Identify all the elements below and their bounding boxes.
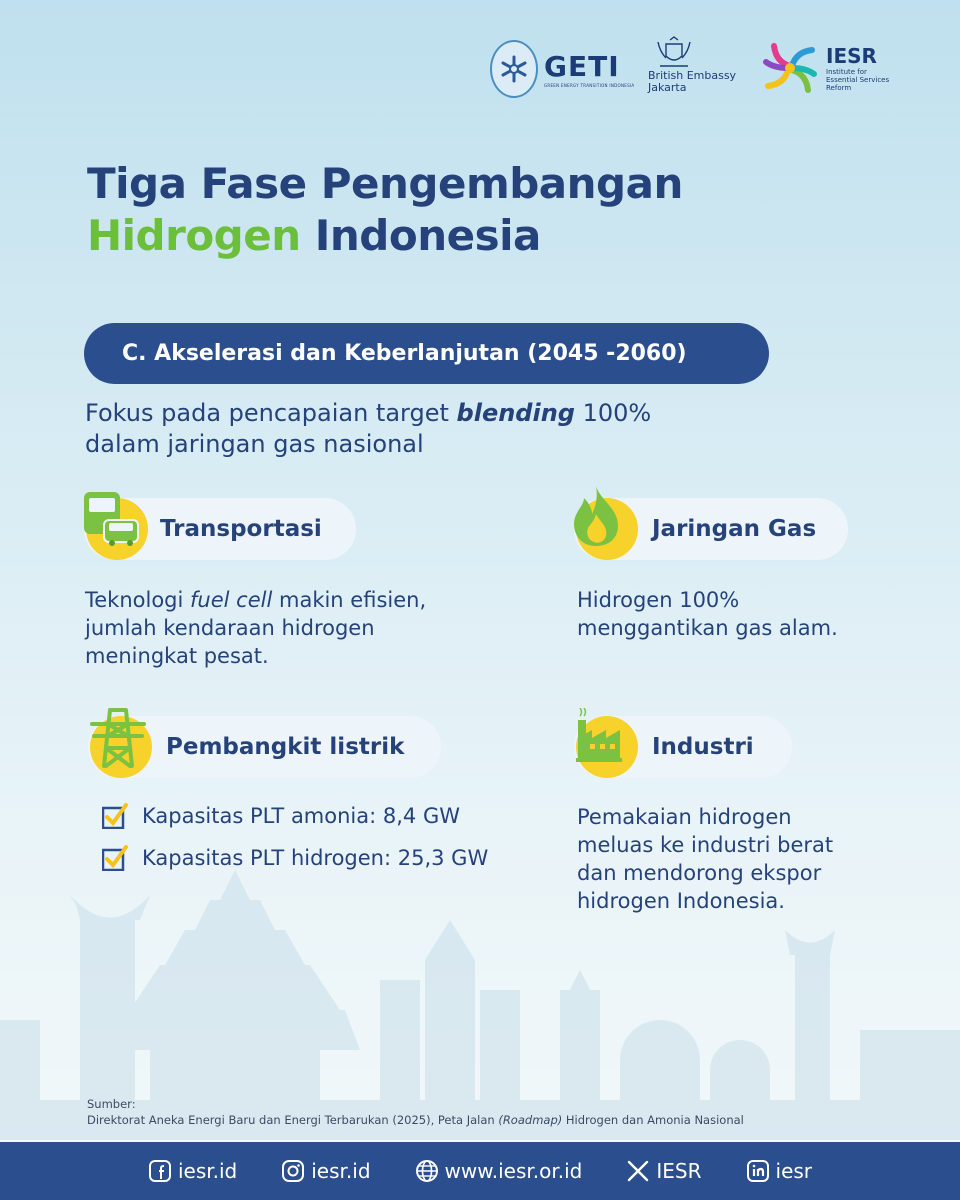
x-handle: IESR: [656, 1159, 702, 1183]
focus-line2: dalam jaringan gas nasional: [85, 430, 424, 458]
instagram-icon: [281, 1159, 305, 1183]
linkedin-link[interactable]: [746, 1159, 813, 1183]
source-text-italic: (Roadmap): [498, 1113, 563, 1127]
facebook-icon: [148, 1159, 172, 1183]
industry-desc-line3: dan mendorong ekspor: [577, 861, 822, 885]
transmission-tower-icon: [88, 706, 148, 770]
source-text-pre: Direktorat Aneka Energi Baru dan Energi Terbarukan (2025), Peta Jalan: [87, 1113, 499, 1127]
power-check-1-text: Kapasitas PLT amonia: 8,4 GW: [142, 804, 460, 828]
power-label: Pembangkit listrik: [166, 734, 405, 760]
transport-desc-italic: fuel cell: [190, 588, 273, 612]
x-link[interactable]: [626, 1159, 701, 1183]
title-line1: Tiga Fase Pengembangan: [87, 159, 683, 208]
source-note: [87, 1096, 744, 1128]
transport-desc-line2: jumlah kendaraan hidrogen: [85, 616, 375, 640]
focus-post: 100%: [574, 399, 652, 427]
phase-banner: [84, 323, 769, 384]
power-check-2-text: Kapasitas PLT hidrogen: 25,3 GW: [142, 846, 489, 870]
gas-desc-line1: Hidrogen 100%: [577, 588, 740, 612]
iesr-line1: Institute for: [826, 68, 867, 76]
instagram-link[interactable]: [281, 1159, 370, 1183]
embassy-line2: Jakarta: [648, 81, 687, 94]
focus-emphasis: blending: [456, 399, 575, 427]
footer-bar: [0, 1142, 960, 1200]
phase-label: C. Akselerasi dan Keberlanjutan (2045 -2060): [122, 341, 687, 366]
iesr-line2: Essential Services: [826, 76, 890, 84]
flame-icon: [570, 484, 626, 548]
linkedin-handle: iesr: [775, 1159, 813, 1183]
iesr-line3: Reform: [826, 84, 852, 92]
globe-icon: [415, 1159, 439, 1183]
iesr-name: IESR: [826, 44, 877, 68]
source-label: Sumber:: [87, 1097, 136, 1111]
iesr-swirl-icon: [758, 36, 822, 100]
title-line2-rest: Indonesia: [300, 211, 541, 260]
source-text-post: Hidrogen dan Amonia Nasional: [562, 1113, 744, 1127]
embassy-line1: British Embassy: [648, 69, 737, 82]
transport-description: [85, 586, 426, 670]
linkedin-icon: [746, 1159, 770, 1183]
instagram-handle: iesr.id: [311, 1159, 371, 1183]
checkbox-icon: [102, 803, 128, 829]
transport-desc-post: makin efisien,: [272, 588, 427, 612]
iesr-logo: [758, 36, 889, 100]
british-embassy-logo: [648, 36, 736, 94]
power-check-2: [102, 845, 488, 871]
industry-desc-line1: Pemakaian hidrogen: [577, 805, 792, 829]
checkbox-icon: [102, 845, 128, 871]
facebook-link[interactable]: [148, 1159, 237, 1183]
focus-statement: [85, 398, 725, 460]
title-highlight: Hidrogen: [87, 211, 301, 260]
page-title: [87, 158, 683, 262]
gas-desc-line2: menggantikan gas alam.: [577, 616, 838, 640]
power-check-1: [102, 803, 460, 829]
website-link[interactable]: [415, 1159, 583, 1183]
transport-desc-pre: Teknologi: [85, 588, 191, 612]
geti-name: GETI: [544, 50, 620, 83]
gas-label: Jaringan Gas: [652, 516, 817, 542]
focus-pre: Fokus pada pencapaian target: [85, 399, 457, 427]
industry-desc-line4: hidrogen Indonesia.: [577, 889, 785, 913]
industry-description: [577, 803, 833, 915]
geti-emblem-icon: [490, 40, 538, 98]
facebook-handle: iesr.id: [177, 1159, 238, 1183]
bus-car-icon: [82, 490, 142, 550]
geti-logo: [490, 40, 634, 98]
x-icon: [626, 1159, 650, 1183]
transport-desc-line3: meningkat pesat.: [85, 644, 269, 668]
industry-label: Industri: [652, 734, 754, 760]
gas-description: [577, 586, 838, 642]
transport-label: Transportasi: [160, 516, 322, 542]
royal-crest-icon: [652, 36, 696, 70]
geti-subtitle: GREEN ENERGY TRANSITION INDONESIA: [544, 83, 635, 88]
partner-logos: [490, 36, 910, 108]
factory-icon: [574, 708, 624, 764]
website-url: www.iesr.or.id: [444, 1159, 583, 1183]
industry-desc-line2: meluas ke industri berat: [577, 833, 834, 857]
